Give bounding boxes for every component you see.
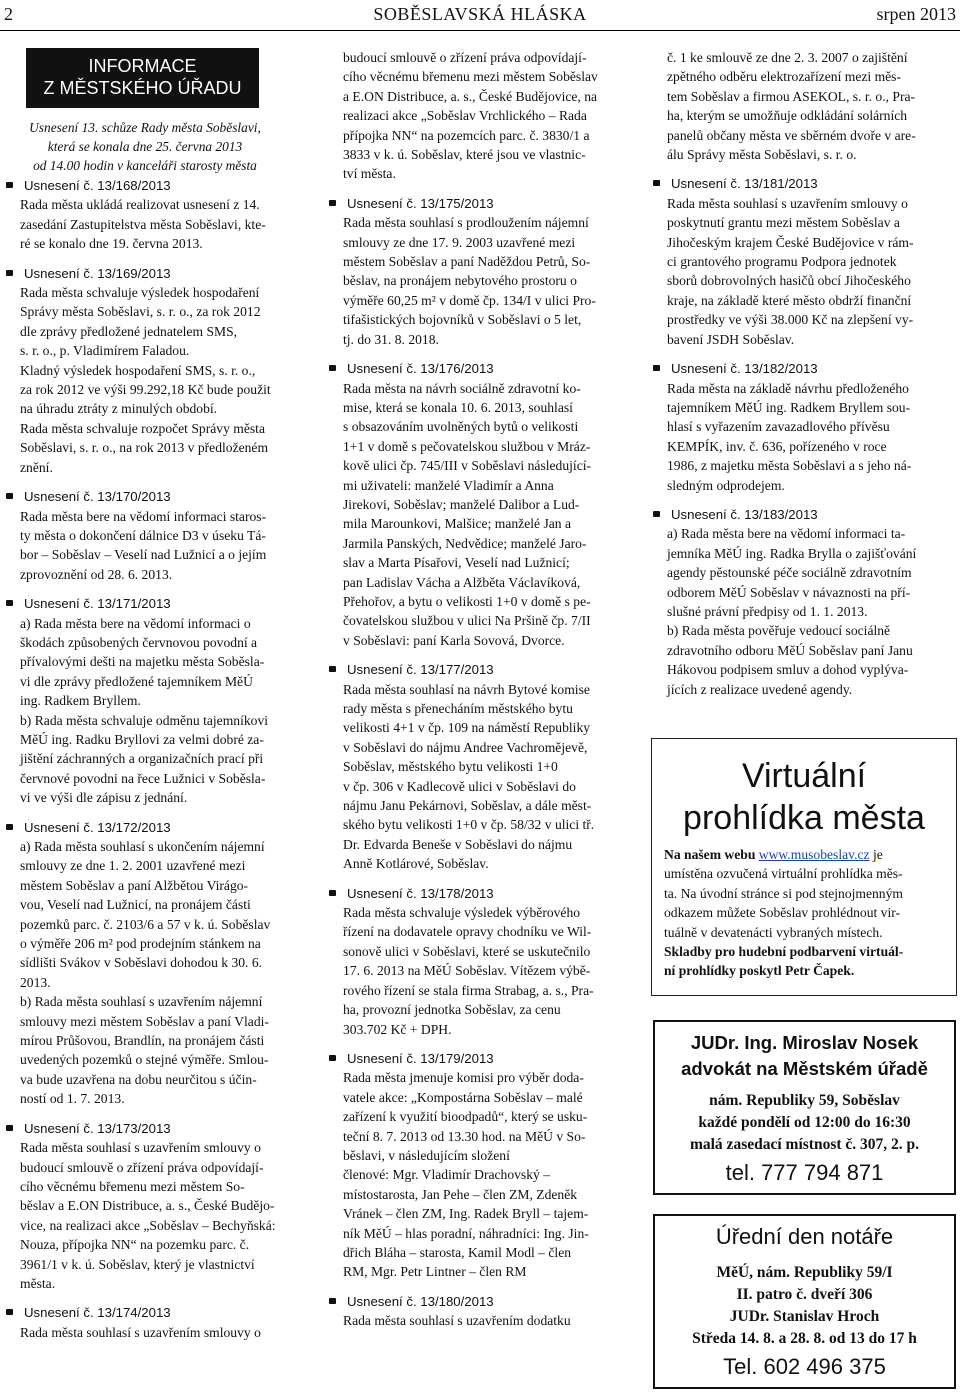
text-line: Dr. Edvarda Beneše v Soběslavi do nájmu xyxy=(343,836,573,852)
text-line: budoucí smlouvě o zřízení práva odpovídají- xyxy=(343,50,587,65)
resolution-heading-text: Usnesení č. 13/179/2013 xyxy=(347,1050,494,1066)
text-line: sledným odprodejem. xyxy=(667,477,785,493)
resolution-heading-text: Usnesení č. 13/182/2013 xyxy=(671,361,818,377)
text-line: členové: Mgr. Vladimír Drachovský – xyxy=(343,1167,551,1183)
text-line: a E.ON Distribuce, a. s., České Budějovice, na xyxy=(343,88,598,104)
notary-name: JUDr. Stanislav Hroch xyxy=(729,1308,880,1325)
text-line: pan Ladislav Vácha a Alžběta Václavíková, xyxy=(343,574,581,590)
text-line: b) Rada města schvaluje odměnu tajemníkovi xyxy=(20,712,269,728)
text-line: č. 1 ke smlouvě ze dne 2. 3. 2007 o zajištění xyxy=(667,50,908,65)
resolution-heading xyxy=(20,1119,290,1138)
text-line: vatele akce: „Kompostárna Soběslav – malé xyxy=(343,1089,583,1105)
text-line: zprovoznění od 28. 6. 2013. xyxy=(20,566,173,582)
virtual-intro-text: Na našem webu xyxy=(664,847,756,862)
virtual-text xyxy=(664,845,946,981)
text-line: o výměře 206 m² pod prodejním stánkem na xyxy=(20,936,261,952)
resolution-heading xyxy=(667,174,957,193)
bullet-icon xyxy=(6,270,13,276)
text-line: sonově ulici v Soběslavi, které se uskutečnilo xyxy=(343,943,591,959)
text-line: bavení JSDH Soběslav. xyxy=(667,331,795,347)
virtual-text-line: umístěna ozvučená virtuální prohlídka měs- xyxy=(664,866,903,882)
info-title-line1: INFORMACE xyxy=(88,56,197,76)
resolution-heading xyxy=(20,594,290,613)
virtual-tour-box xyxy=(651,738,957,996)
text-line: s. r. o., p. Vladimírem Faladou. xyxy=(20,343,190,359)
text-line: uvedených pozemků o stejné výměře. Smlou- xyxy=(20,1052,269,1068)
text-line: a) Rada města souhlasí s ukončením nájemní xyxy=(20,839,265,854)
text-line: města. xyxy=(20,1275,56,1291)
resolution-heading xyxy=(343,359,631,378)
text-line: b) Rada města pověřuje vedoucí sociálně xyxy=(667,623,891,639)
virtual-credit-line: Skladby pro hudební podbarvení virtuál- xyxy=(664,944,904,960)
bullet-icon xyxy=(329,1298,336,1304)
text-line: ského bytu velikosti 1+0 v čp. 58/32 v ulici tř. xyxy=(343,817,595,833)
text-line: dřich Bláha – starosta, Kamil Modl – člen xyxy=(343,1244,572,1260)
bullet-icon xyxy=(6,493,13,499)
text-line: Jarmila Panských, Nedvědice; manželé Jaro- xyxy=(343,535,587,551)
text-line: rového řízení se stala firma Strabag, a. s., Pra- xyxy=(343,982,594,998)
text-line: Přehořov, a bytu o velikosti 1+0 v domě s pe- xyxy=(343,593,591,609)
virtual-title-line1: Virtuální xyxy=(741,757,867,795)
info-subtitle xyxy=(0,118,290,175)
text-line: budoucí smlouvě o zřízení práva odpovídají- xyxy=(20,1159,264,1175)
text-line: zpětného odběru elektrozařízení mezi měs- xyxy=(667,69,902,85)
text-line: Rada města jmenuje komisi pro výběr doda- xyxy=(343,1070,584,1086)
text-line: Rada města souhlasí s prodloužením nájemní xyxy=(343,215,589,231)
lawyer-phone: tel. 777 794 871 xyxy=(725,1160,884,1185)
text-line: Rada města souhlasí s uzavřením smlouvy o xyxy=(667,195,908,211)
text-line: červnové povodni na řece Lužnici v Soběsla- xyxy=(20,770,266,786)
column-2 xyxy=(343,48,631,1331)
column-1 xyxy=(20,176,290,1342)
text-line: prostředky ve výši 38.000 Kč na zlepšení vy- xyxy=(667,312,914,328)
text-line: jištění záchranných a organizačních prací při xyxy=(20,751,264,767)
bullet-icon xyxy=(329,200,336,206)
issue-date: srpen 2013 xyxy=(876,4,956,24)
resolution-heading xyxy=(20,818,290,837)
text-line: přípojka NN“ na pozemcích parc. č. 3830/1 a xyxy=(343,127,590,143)
text-line: ré se konalo dne 19. června 2013. xyxy=(20,236,203,252)
text-line: rady města s přenecháním městského bytu xyxy=(343,701,573,716)
text-line: slav a Marta Písařovi, Veselí nad Lužnicí; xyxy=(343,555,570,571)
resolution-heading-text: Usnesení č. 13/181/2013 xyxy=(671,176,818,192)
text-line: Soběslavi, s. r. o., na rok 2013 v předloženém xyxy=(20,440,269,456)
text-line: Rada města souhlasí na návrh Bytové komise xyxy=(343,681,590,697)
notary-title: Úřední den notáře xyxy=(715,1224,894,1249)
bullet-icon xyxy=(6,600,13,606)
text-line: panelů občany města ve sběrném dvoře v are- xyxy=(667,127,916,143)
info-subtitle-line: Usnesení 13. schůze Rady města Soběslavi, xyxy=(29,120,261,135)
bullet-icon xyxy=(653,511,660,517)
text-line: mi uživateli: manželé Vladimír a Anna xyxy=(343,477,554,493)
text-line: Soběslav, městského bytu velikosti 1+0 xyxy=(343,759,558,775)
resolution-heading-text: Usnesení č. 13/171/2013 xyxy=(24,596,171,612)
text-line: vice, na realizaci akce „Soběslav – Bechyňská: xyxy=(20,1217,276,1233)
text-line: čovatelskou službou v ulici Na Pršině čp. 7/II xyxy=(343,613,591,629)
bullet-icon xyxy=(329,1055,336,1061)
text-line: znění. xyxy=(20,459,53,475)
resolution-heading-text: Usnesení č. 13/169/2013 xyxy=(24,265,171,281)
text-line: dle zprávy předložené jednatelem SMS, xyxy=(20,323,238,339)
text-line: Rada města schvaluje rozpočet Správy města xyxy=(20,420,265,436)
resolution-heading-text: Usnesení č. 13/173/2013 xyxy=(24,1120,171,1136)
text-line: smlouvy ze dne 1. 2. 2001 uzavřené mezi xyxy=(20,858,246,874)
text-line: nájmu Janu Pekárnovi, Soběslav, a dále měst- xyxy=(343,798,592,814)
resolution-heading-text: Usnesení č. 13/170/2013 xyxy=(24,489,171,505)
text-line: Kladný výsledek hospodaření SMS, s. r. o., xyxy=(20,362,256,378)
bullet-icon xyxy=(6,1309,13,1315)
text-line: mírou Průšovou, Brandlín, na pronájem části xyxy=(20,1033,265,1049)
virtual-text-line: ta. Na úvodní stránce si pod stejnojmenným xyxy=(664,885,903,901)
text-line: sídlišti Svákov v Soběslavi dohodou k 30. 6. xyxy=(20,955,263,971)
text-line: ha, kterým se umožňuje odkládání solárních xyxy=(667,108,908,124)
notary-box xyxy=(653,1214,956,1389)
text-line: smlouvy ze dne 17. 9. 2003 uzavřené mezi xyxy=(343,234,576,250)
column-3 xyxy=(667,48,957,699)
resolution-heading-text: Usnesení č. 13/176/2013 xyxy=(347,361,494,377)
resolution-heading xyxy=(343,194,631,213)
text-line: jemníka MěÚ ing. Radka Brylla o zajišťování xyxy=(667,545,917,561)
bullet-icon xyxy=(6,824,13,830)
website-link[interactable]: www.musobeslav.cz xyxy=(758,847,870,862)
text-line: velikosti 4+1 v čp. 109 na náměstí Republiky xyxy=(343,720,591,736)
resolution-heading xyxy=(667,505,957,524)
text-line: Nouza, přípojka NN“ na pozemku parc. č. xyxy=(20,1237,250,1253)
text-line: Jihočeským krajem České Budějovice v rám- xyxy=(667,234,914,250)
text-line: zařízení k využití bioodpadů“, který se usku- xyxy=(343,1109,588,1125)
resolution-heading xyxy=(343,884,631,903)
resolution-heading xyxy=(20,1303,290,1322)
text-line: v Soběslavi: paní Karla Sovová, Dvorce. xyxy=(343,632,565,648)
page-number: 2 xyxy=(4,4,13,24)
notary-hours: Středa 14. 8. a 28. 8. od 13 do 17 h xyxy=(692,1330,917,1347)
text-line: Rada města bere na vědomí informaci staros- xyxy=(20,508,267,524)
text-line: městem Soběslav a paní Naděždou Petrů, So- xyxy=(343,254,591,270)
text-line: slušné právní předpisy od 1. 1. 2013. xyxy=(667,603,868,619)
text-line: Vránek – člen ZM, Ing. Radek Bryll – tajem- xyxy=(343,1206,589,1222)
resolution-heading-text: Usnesení č. 13/183/2013 xyxy=(671,506,818,522)
text-line: MěÚ ing. Radku Bryllovi za velmi dobré za- xyxy=(20,731,264,747)
text-line: b) Rada města souhlasí s uzavřením nájemní xyxy=(20,994,263,1010)
text-line: městem Soběslav a paní Alžbětou Virágo- xyxy=(20,877,249,893)
bullet-icon xyxy=(653,365,660,371)
text-line: tem Soběslav a firmou ASEKOL, s. r. o., Pra- xyxy=(667,88,916,104)
text-line: Rada města schvaluje výsledek výběrového xyxy=(343,905,581,921)
text-line: 17. 6. 2013 na MěÚ Soběslav. Vítězem výbě- xyxy=(343,963,591,979)
text-line: ník MěÚ – hlas poradní, náhradníci: Ing. Jin- xyxy=(343,1225,589,1241)
text-line: pozemků parc. č. 2103/6 a 57 v k. ú. Soběslav xyxy=(20,916,271,932)
text-line: agendy pěstounské péče sociálně zdravotním xyxy=(667,565,912,581)
resolution-heading-text: Usnesení č. 13/172/2013 xyxy=(24,819,171,835)
resolution-heading-text: Usnesení č. 13/175/2013 xyxy=(347,195,494,211)
lawyer-box xyxy=(653,1020,956,1195)
resolution-heading-text: Usnesení č. 13/178/2013 xyxy=(347,885,494,901)
publication-title: SOBĚSLAVSKÁ HLÁSKA xyxy=(373,4,587,24)
text-line: odborem MěÚ Soběslav v návaznosti na pří- xyxy=(667,584,911,600)
lawyer-address: nám. Republiky 59, Soběslav xyxy=(709,1092,900,1109)
text-line: álu Správy města Soběslavi, s. r. o. xyxy=(667,147,857,163)
text-line: Rada města na návrh sociálně zdravotní ko- xyxy=(343,380,581,396)
text-line: Rada města souhlasí s uzavřením dodatku xyxy=(343,1313,571,1329)
text-line: tajemníkem MěÚ ing. Radkem Bryllem sou- xyxy=(667,399,911,415)
resolution-heading-text: Usnesení č. 13/177/2013 xyxy=(347,662,494,678)
bullet-icon xyxy=(329,666,336,672)
info-subtitle-line: která se konala dne 25. června 2013 xyxy=(47,139,243,154)
text-line: kově ulici čp. 745/III v Soběslavi následující- xyxy=(343,458,592,474)
text-line: vou, Veselí nad Lužnicí, na pronájem části xyxy=(20,897,251,913)
virtual-text-line: odkazem můžete Soběslav prohlédnout vir- xyxy=(664,905,901,921)
text-line: KEMPÍK, inv. č. 636, pořízeného v roce xyxy=(667,438,887,454)
virtual-credit-line: ní prohlídky poskytl Petr Čapek. xyxy=(664,963,855,979)
text-line: zdravotního odboru MěÚ Soběslav paní Janu xyxy=(667,642,913,658)
text-line: za rok 2012 ve výši 99.292,18 Kč bude použit xyxy=(20,382,271,398)
bullet-icon xyxy=(329,890,336,896)
info-title-line2: Z MĚSTSKÉHO ÚŘADU xyxy=(43,78,242,98)
resolution-heading xyxy=(343,660,631,679)
resolution-heading-text: Usnesení č. 13/168/2013 xyxy=(24,178,171,193)
text-line: běslavi, v následujícím složení xyxy=(343,1147,510,1163)
text-line: 3961/1 v k. ú. Soběslav, který je vlastnictví xyxy=(20,1256,255,1272)
info-subtitle-line: od 14.00 hodin v kanceláři starosty města xyxy=(33,158,257,173)
text-line: Správy města Soběslavi, s. r. o., za rok 2012 xyxy=(20,304,261,320)
text-line: na úhradu ztráty z minulých období. xyxy=(20,401,218,417)
text-line: a) Rada města bere na vědomí informaci ta- xyxy=(667,526,906,542)
text-line: vi dle zprávy předložené tajemníkem MěÚ xyxy=(20,673,253,689)
resolution-heading xyxy=(343,1292,631,1311)
resolution-heading-text: Usnesení č. 13/180/2013 xyxy=(347,1293,494,1309)
text-line: smlouvy mezi městem Soběslav a paní Vladi- xyxy=(20,1013,269,1029)
text-line: Rada města schvaluje výsledek hospodaření xyxy=(20,285,260,301)
lawyer-hours: každé pondělí od 12:00 do 16:30 xyxy=(698,1114,911,1131)
text-line: běslav, na pronájem nebytového prostoru o xyxy=(343,273,577,289)
text-line: poskytnutí grantu mezi městem Soběslav a xyxy=(667,215,900,231)
text-line: mise, která se konala 10. 6. 2013, souhlasí xyxy=(343,399,573,415)
text-line: běslav a E.ON Distribuce, a. s., České Budějo- xyxy=(20,1198,275,1214)
resolution-heading xyxy=(343,1049,631,1068)
text-line: místostarosta, Jan Pehe – člen ZM, Zdeněk xyxy=(343,1186,578,1202)
lawyer-room: malá zasedací místnost č. 307, 2. p. xyxy=(689,1136,920,1153)
bullet-icon xyxy=(653,180,660,186)
text-line: mila Marounkovi, Malšice; manželé Jan a xyxy=(343,516,572,532)
text-line: škodách způsobených červnovou povodní a xyxy=(20,634,258,650)
text-line: vi ve výši dle zápisu z jednání. xyxy=(20,790,188,806)
text-line: zasedání Zastupitelstva města Soběslavi, kte- xyxy=(20,216,266,232)
text-line: v čp. 306 v Kadlecově ulici v Soběslavi do xyxy=(343,778,576,794)
text-line: bor – Soběslav – Veselí nad Lužnicí a o jejím xyxy=(20,547,267,563)
text-line: 1+1 v domě s pečovatelskou službou v Mráz- xyxy=(343,438,591,454)
text-line: realizaci akce „Soběslav Vrchlického – Rada xyxy=(343,108,587,124)
bullet-icon xyxy=(6,1125,13,1131)
resolution-heading xyxy=(20,176,290,195)
text-line: tví města. xyxy=(343,166,396,182)
text-line: va bude uzavřena na dobu neurčitou s účin- xyxy=(20,1071,257,1087)
text-line: v Soběslavi do nájmu Andree Vachromějevě, xyxy=(343,739,588,755)
text-line: výměře 60,25 m² v domě čp. 134/I v ulici Pro- xyxy=(343,292,596,308)
text-line: a) Rada města bere na vědomí informaci o xyxy=(20,615,251,631)
resolution-heading xyxy=(667,359,957,378)
virtual-intro-end: je xyxy=(872,847,883,862)
text-line: 303.702 Kč + DPH. xyxy=(343,1021,452,1037)
text-line: jících z realizace uvedené agendy. xyxy=(667,681,853,697)
text-line: přívalovými dešti na majetku města Soběsla- xyxy=(20,654,265,670)
text-line: cího věcnému břemenu mezi městem So- xyxy=(20,1178,245,1194)
text-line: Hákovou podpisem smluv a dohod vyplýva- xyxy=(667,662,909,678)
text-line: Rada města souhlasí s uzavřením smlouvy o xyxy=(20,1324,261,1340)
lawyer-name: JUDr. Ing. Miroslav Nosek xyxy=(690,1032,919,1053)
text-line: hlasí s vyřazením zavazadlového přívěsu xyxy=(667,419,890,435)
text-line: Anně Kotlárové, Soběslav. xyxy=(343,856,489,872)
header-rule xyxy=(0,30,960,31)
text-line: 3833 v k. ú. Soběslav, které jsou ve vlastnic- xyxy=(343,147,586,163)
text-line: 1986, z majetku města Soběslavi a s jeho ná- xyxy=(667,458,912,474)
text-line: ing. Radkem Bryllem. xyxy=(20,693,141,709)
text-line: řízení na dodavatele opravy chodníku ve Wil- xyxy=(343,924,592,940)
notary-address: MěÚ, nám. Republiky 59/I xyxy=(716,1264,893,1281)
bullet-icon xyxy=(6,182,13,188)
bullet-icon xyxy=(329,365,336,371)
text-line: Rada města souhlasí s uzavřením smlouvy o xyxy=(20,1140,261,1156)
text-line: RM, Mgr. Petr Lintner – člen RM xyxy=(343,1264,527,1280)
text-line: teční 8. 7. 2013 od 13.30 hod. na MěÚ v So- xyxy=(343,1128,586,1144)
resolution-heading-text: Usnesení č. 13/174/2013 xyxy=(24,1305,171,1321)
lawyer-role: advokát na Městském úřadě xyxy=(681,1058,928,1079)
text-line: 2013. xyxy=(20,974,51,990)
text-line: cího věcnému břemenu mezi městem Soběslav xyxy=(343,69,598,85)
notary-phone: Tel. 602 496 375 xyxy=(723,1354,886,1379)
text-line: Rada města na základě návrhu předloženého xyxy=(667,380,909,396)
text-line: kraje, na základě které město obdrží finanční xyxy=(667,292,912,308)
virtual-text-line: tuálně v devatenácti vybraných místech. xyxy=(664,924,883,940)
notary-floor: II. patro č. dveří 306 xyxy=(736,1286,873,1303)
text-line: sborů dobrovolných hasičů obcí Jihočeského xyxy=(667,273,911,289)
text-line: ty města o dokončení dálnice D3 v úseku Tá- xyxy=(20,527,266,543)
text-line: tifašistických bojovníků v Soběslavi o 5 let, xyxy=(343,312,582,328)
text-line: ci grantového programu Podpora jednotek xyxy=(667,254,897,270)
text-line: Jirekovi, Soběslav; manželé Dalibor a Lud- xyxy=(343,496,580,512)
info-title-box xyxy=(26,48,259,108)
virtual-title-line2: prohlídka města xyxy=(683,799,925,837)
resolution-heading xyxy=(20,487,290,506)
text-line: ha, provozní jednotka Soběslav, za cenu xyxy=(343,1002,561,1018)
text-line: ností od 1. 7. 2013. xyxy=(20,1091,125,1107)
text-line: s obsazováním uvolněných bytů o velikosti xyxy=(343,419,579,435)
text-line: Rada města ukládá realizovat usnesení z 14. xyxy=(20,197,260,213)
text-line: tj. do 31. 8. 2018. xyxy=(343,331,439,347)
resolution-heading xyxy=(20,264,290,283)
